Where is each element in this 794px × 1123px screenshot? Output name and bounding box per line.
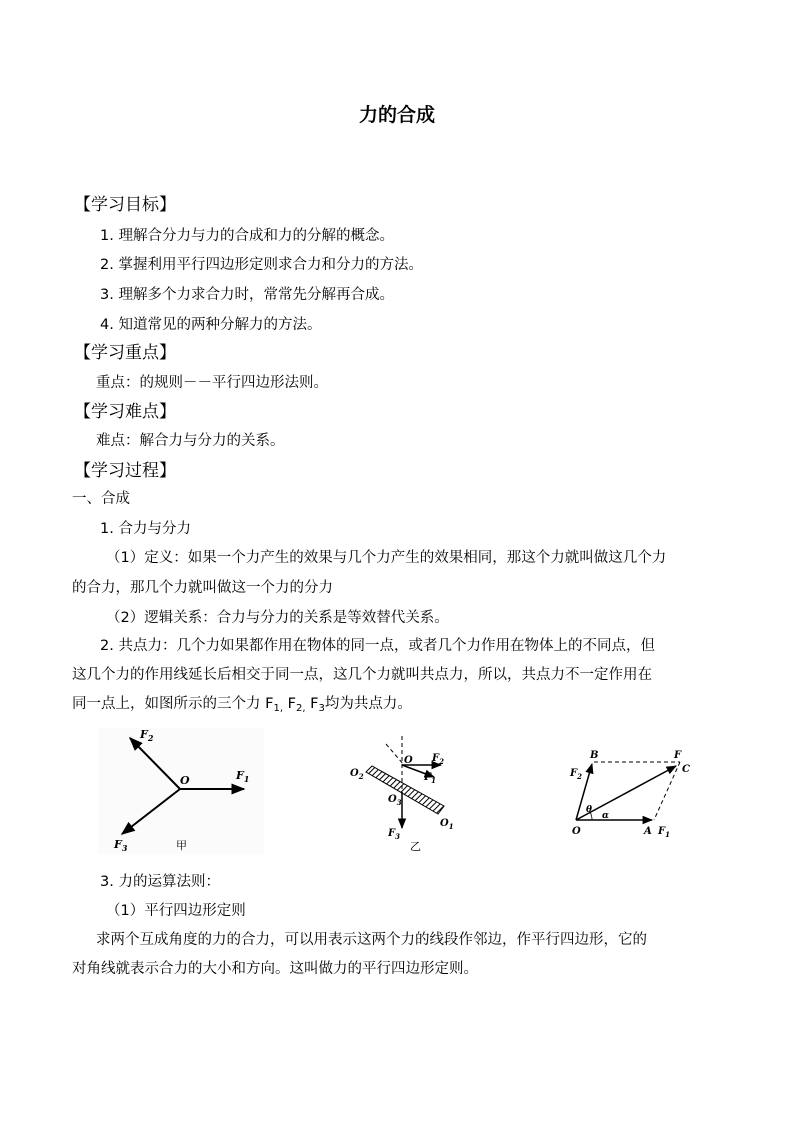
figure-concurrent-forces-b [336,732,456,854]
objectives-heading: 【学习目标】 [74,195,176,215]
label-o3: $O_3$ [388,794,402,807]
label-theta: θ [586,805,593,815]
concurrent-forces-line-1: 2. 共点力：几个力如果都作用在物体的同一点，或者几个力作用在物体上的不同点，但 [100,638,655,654]
figure-concurrent-forces-a [96,726,266,856]
label-c: C [682,764,690,775]
label-b: B [590,750,599,761]
page-title: 力的合成 [358,104,435,126]
label-f3: $F_3$ [388,828,400,841]
item-resultant-and-components: 1. 合力与分力 [100,521,191,537]
caption-yi: 乙 [410,840,421,853]
label-f: F [674,750,682,761]
concurrent-forces-line-3: 同一点上，如图所示的三个力 $F_{1,}$ $F_{2,}$ $F_3$均为共点力。 [72,696,412,714]
label-o: O [572,826,581,837]
parallelogram-rule-line-2: 对角线就表示合力的大小和方向。这叫做力的平行四边形定则。 [72,961,478,977]
figure-parallelogram [562,744,702,840]
key-points-heading: 【学习重点】 [74,343,176,363]
objective-item-2: 2. 掌握利用平行四边形定则求合力和分力的方法。 [100,257,423,273]
logic-relation: （2）逻辑关系：合力与分力的关系是等效替代关系。 [106,610,449,626]
label-o1: $O_1$ [440,818,454,831]
label-alpha: α [602,811,609,821]
parallelogram-rule-heading: （1）平行四边形定则 [106,903,246,919]
label-f2: $F_2$ [432,753,444,766]
label-a: A [644,826,652,837]
definition-line-1: （1）定义：如果一个力产生的效果与几个力产生的效果相同，那这个力就叫做这几个力 [106,550,667,566]
label-f1: $F_1$ [424,772,436,785]
key-points-text: 重点：的规则－－平行四边形法则。 [96,375,328,391]
concurrent-forces-line-2: 这几个力的作用线延长后相交于同一点，这几个力就叫共点力，所以，共点力不一定作用在 [72,667,652,683]
label-o: O [180,774,190,787]
objective-item-4: 4. 知道常见的两种分解力的方法。 [100,317,322,333]
difficulties-heading: 【学习难点】 [74,402,176,422]
label-f2: $F_2$ [140,728,154,743]
objective-item-1: 1. 理解合分力与力的合成和力的分解的概念。 [100,228,394,244]
label-f3: $F_3$ [114,838,128,853]
operation-rules-item: 3. 力的运算法则： [100,874,220,890]
process-heading: 【学习过程】 [74,461,176,481]
parallelogram-rule-line-1: 求两个互成角度的力的合力，可以用表示这两个力的线段作邻边，作平行四边形，它的 [96,932,647,948]
label-f1: $F_1$ [236,769,250,784]
label-o: O [404,755,413,766]
caption-jia: 甲 [176,839,187,852]
difficulties-text: 难点：解合力与分力的关系。 [96,433,285,449]
definition-line-2: 的合力，那几个力就叫做这一个力的分力 [72,580,333,596]
label-o2: $O_2$ [350,768,364,781]
section-synthesis: 一、合成 [72,491,130,507]
label-f2: $F_2$ [570,768,582,781]
label-f1: $F_1$ [658,826,670,839]
objective-item-3: 3. 理解多个力求合力时，常常先分解再合成。 [100,287,394,303]
